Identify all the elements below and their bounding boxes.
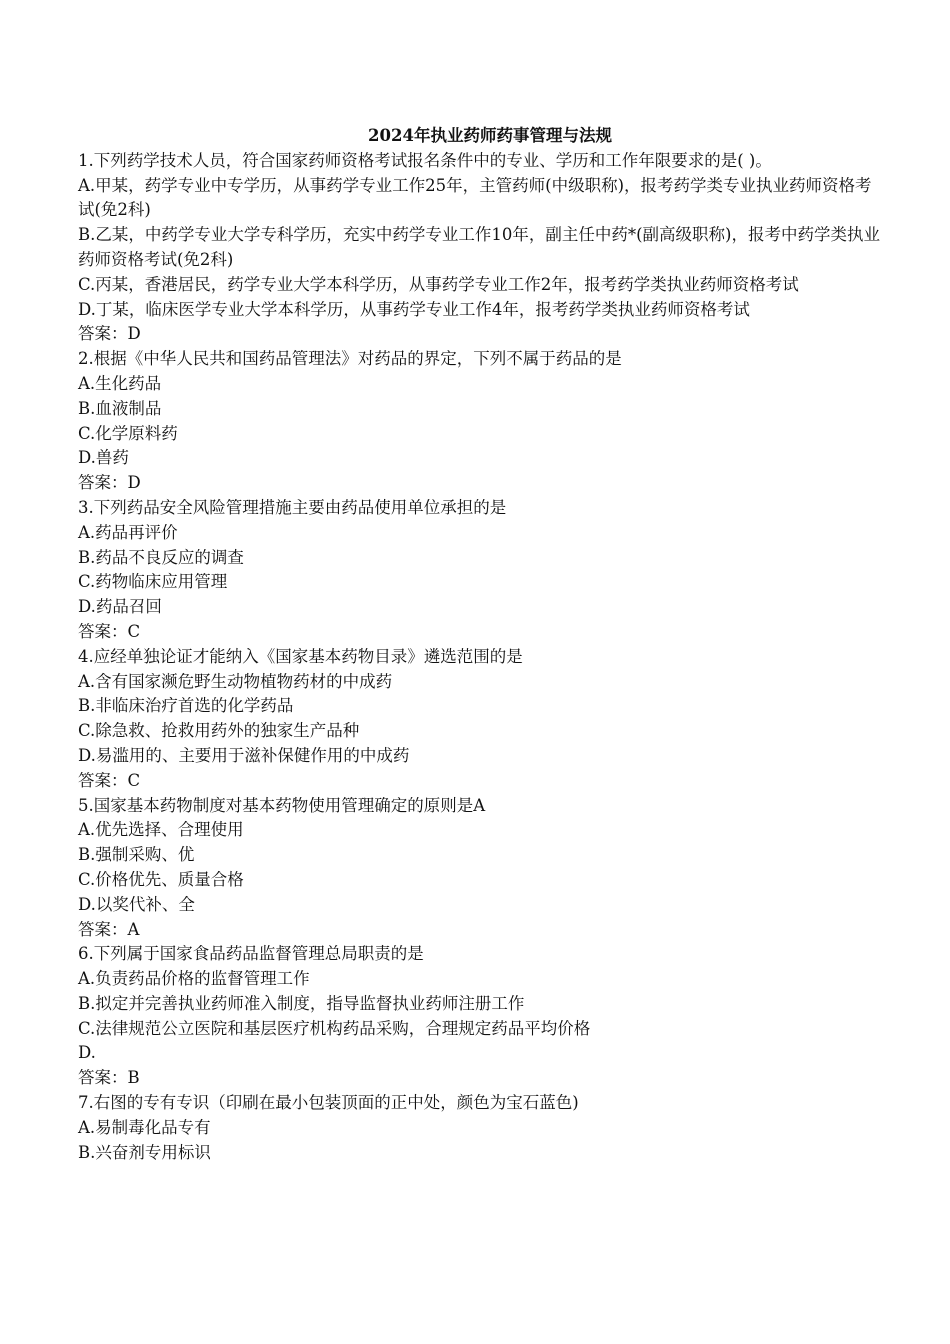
- option-a: A.含有国家濒危野生动物植物药材的中成药: [78, 671, 393, 691]
- answer: 答案：C: [78, 621, 141, 641]
- option-b: B.血液制品: [78, 398, 162, 418]
- answer: 答案：C: [78, 770, 141, 790]
- option-a: A.负责药品价格的监督管理工作: [78, 969, 310, 989]
- option-a: A.药品再评价: [78, 522, 178, 542]
- option-b: B.乙某，中药学专业大学专科学历，充实中药学专业工作10年，副主任中药*(副高级职称)，报考中药学类执业药师资格考试(免2科): [78, 225, 880, 269]
- question-stem: 3.下列药品安全风险管理措施主要由药品使用单位承担的是: [78, 497, 507, 517]
- question-3: [78, 496, 882, 645]
- answer: 答案：A: [78, 919, 140, 939]
- option-b: B.药品不良反应的调查: [78, 547, 244, 567]
- option-c: C.丙某，香港居民，药学专业大学本科学历，从事药学专业工作2年，报考药学类执业药师资格考试: [78, 274, 799, 294]
- question-5: [78, 794, 882, 943]
- option-a: A.甲某，药学专业中专学历，从事药学专业工作25年，主管药师(中级职称)，报考药学类专业执业药师资格考试(免2科): [78, 175, 872, 220]
- question-6: [78, 942, 882, 1091]
- question-2: [78, 347, 882, 496]
- option-c: C.除急救、抢救用药外的独家生产品种: [78, 721, 360, 741]
- option-d: D.易滥用的、主要用于滋补保健作用的中成药: [78, 745, 410, 765]
- question-7: [78, 1091, 882, 1165]
- option-a: A.生化药品: [78, 373, 162, 393]
- option-b: B.非临床治疗首选的化学药品: [78, 696, 294, 716]
- option-d: D.药品召回: [78, 597, 162, 617]
- answer: 答案：D: [78, 324, 141, 344]
- question-4: [78, 645, 882, 794]
- question-stem: 7.右图的专有专识（印刷在最小包装顶面的正中处，颜色为宝石蓝色): [78, 1093, 579, 1113]
- question-stem: 2.根据《中华人民共和国药品管理法》对药品的界定，下列不属于药品的是: [78, 349, 622, 369]
- option-d: D.丁某，临床医学专业大学本科学历，从事药学专业工作4年，报考药学类执业药师资格考试: [78, 299, 750, 319]
- option-b: B.强制采购、优: [78, 845, 195, 865]
- question-1: [78, 149, 882, 347]
- document-title: 2024年执业药师药事管理与法规: [368, 126, 612, 145]
- option-b: B.拟定并完善执业药师准入制度，指导监督执业药师注册工作: [78, 993, 525, 1013]
- option-a: A.优先选择、合理使用: [78, 820, 244, 840]
- question-stem: 6.下列属于国家食品药品监督管理总局职责的是: [78, 944, 424, 964]
- option-d: D.兽药: [78, 448, 129, 468]
- option-a: A.易制毒化品专有: [78, 1117, 211, 1137]
- option-d: D.以奖代补、全: [78, 894, 195, 914]
- question-stem: 1.下列药学技术人员，符合国家药师资格考试报名条件中的专业、学历和工作年限要求的是( )。: [78, 150, 772, 170]
- document-page: [78, 124, 882, 1165]
- answer: 答案：B: [78, 1068, 140, 1088]
- question-stem: 5.国家基本药物制度对基本药物使用管理确定的原则是A: [78, 795, 486, 815]
- option-c: C.药物临床应用管理: [78, 572, 228, 592]
- option-b: B.兴奋剂专用标识: [78, 1142, 211, 1162]
- option-c: C.价格优先、质量合格: [78, 869, 244, 889]
- option-d: D.: [78, 1043, 96, 1063]
- question-stem: 4.应经单独论证才能纳入《国家基本药物目录》遴选范围的是: [78, 646, 523, 666]
- answer: 答案：D: [78, 473, 141, 493]
- option-c: C.法律规范公立医院和基层医疗机构药品采购，合理规定药品平均价格: [78, 1018, 591, 1038]
- option-c: C.化学原料药: [78, 423, 178, 443]
